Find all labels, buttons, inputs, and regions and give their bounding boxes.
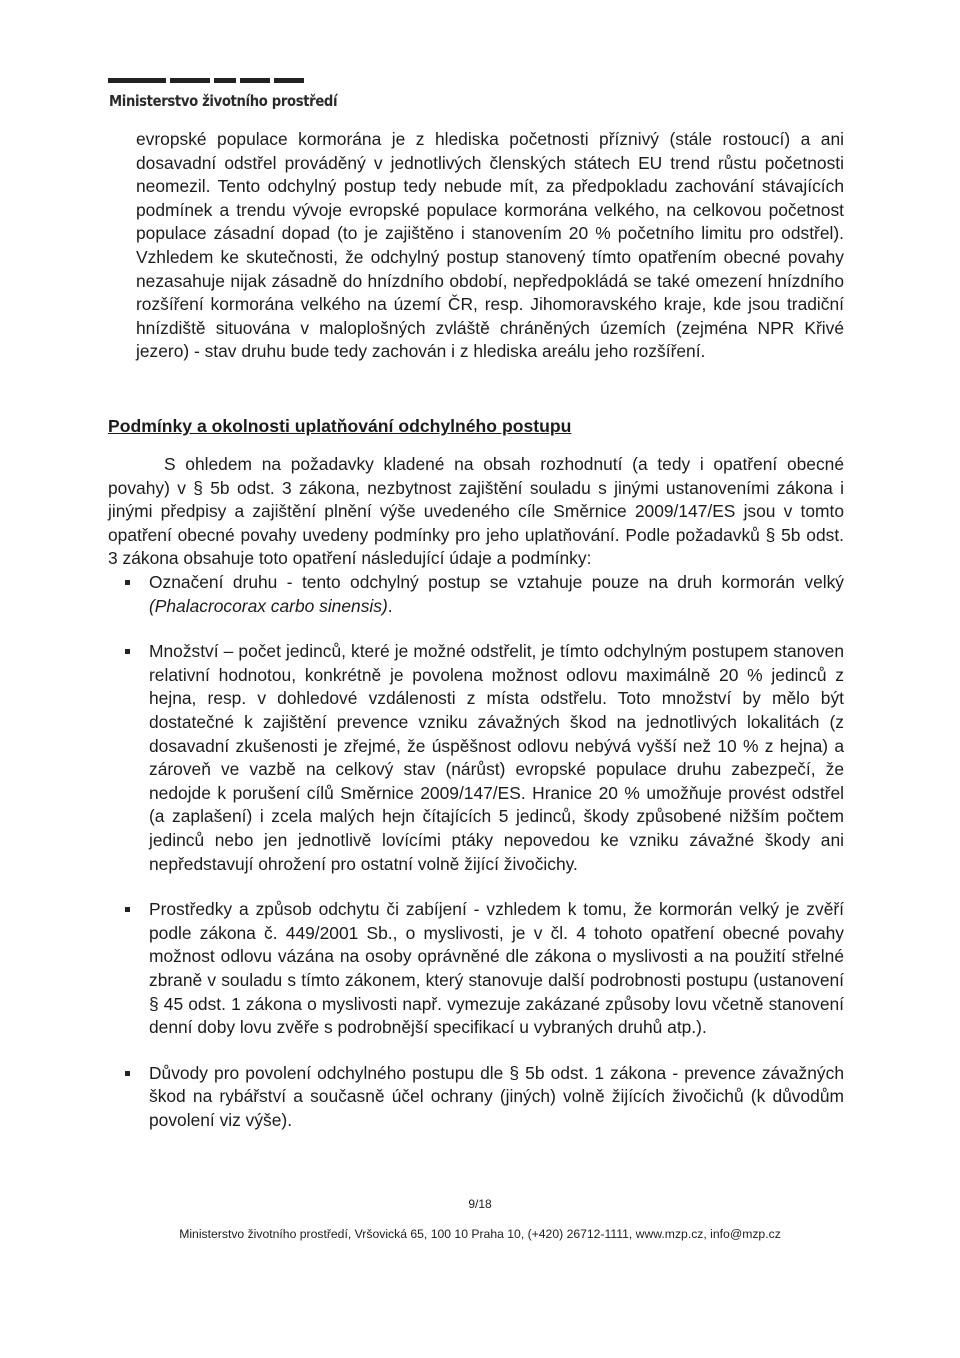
footer-contact: Ministerstvo životního prostředí, Vršovická 65, 100 10 Praha 10, (+420) 26712-1111, www.mzp.cz, info@mzp.cz [179,1227,781,1241]
paragraph-2 [108,453,844,571]
list-item-end: . [387,595,393,616]
page-number: 9/18 [468,1197,492,1211]
list-item-text: Prostředky a způsob odchytu či zabíjení - vzhledem k tomu, že kormorán velký je zvěří podle zákona č. 449/2001 Sb., o myslivosti, je v čl. 4 tohoto opatření obecné povahy možnost odlovu vázána na osoby oprávněné dle zákona o myslivosti a na použití střelné zbraně v souladu s tímto zákonem, který stanovuje další podrobnosti postupu (ustanovení § 45 odst. 1 zákona o myslivosti např. vymezuje zakázané způsoby lovu včetně stanovení denní doby lovu zvěře s podrobnější specifikací u vybraných druhů atp.). [149,899,844,1038]
list-item [124,571,844,618]
list-item [124,1062,844,1133]
species-latin-name: (Phalacrocorax carbo sinensis) [149,595,388,616]
bullet-icon [125,649,130,654]
list-item [124,640,844,876]
bullet-icon [125,1071,130,1076]
section-heading: Podmínky a okolnosti uplatňování odchylného postupu [108,416,572,436]
paragraph-1-text: evropské populace kormorána je z hlediska početnosti příznivý (stále rostoucí) a ani dosavadní odstřel prováděný v jednotlivých členských státech EU trend růstu početnosti neomezil. Tento odchylný postup tedy nebude mít, za předpokladu zachování stávajících podmínek a trendu vývoje evropské populace kormorána velkého, na celkovou početnost populace zásadní dopad (to je zajištěno i stanovením 20 % početního limitu pro odstřel). Vzhledem ke skutečnosti, že odchylný postup stanovený tímto opatřením obecné povahy nezasahuje nijak zásadně do hnízdního období, nepředpokládá se také omezení hnízdního rozšíření kormorána velkého na území ČR, resp. Jihomoravského kraje, kde jsou tradiční hnízdiště situována v maloplošných zvláště chráněných územích (zejména NPR Křivé jezero) - stav druhu bude tedy zachován i z hlediska areálu jeho rozšíření. [136,129,844,362]
bullet-icon [125,580,130,585]
list-item-text: Důvody pro povolení odchylného postupu dle § 5b odst. 1 zákona - prevence závažných škod na rybářství a současně účel ochrany (jiných) volně žijících živočichů (k důvodům povolení viz výše). [149,1062,844,1130]
paragraph-1 [136,128,844,364]
conditions-list [124,571,844,1154]
bullet-icon [125,907,130,912]
header-logo-bars [108,78,304,84]
paragraph-2-text: S ohledem na požadavky kladené na obsah rozhodnutí (a tedy i opatření obecné povahy) v § 5b odst. 3 zákona, nezbytnost zajištění souladu s jinými ustanoveními zákona i jinými předpisy a zajištění plnění výše uvedeného cíle Směrnice 2009/147/ES jsou v tomto opatření obecné povahy uvedeny podmínky pro jeho uplatňování. Podle požadavků § 5b odst. 3 zákona obsahuje toto opatření následující údaje a podmínky: [108,454,844,569]
list-item [124,898,844,1040]
list-item-text: Označení druhu - tento odchylný postup se vztahuje pouze na druh kormorán velký [149,572,844,592]
header-title: Ministerstvo životního prostředí [109,92,338,110]
list-item-text: Množství – počet jedinců, které je možné odstřelit, je tímto odchylným postupem stanoven relativní hodnotou, konkrétně je povolena možnost odlovu maximálně 20 % jedinců z hejna, resp. v dohledové vzdálenosti z místa odstřelu. Toto množství by mělo být dostatečné k zajištění prevence vzniku závažných škod na jednotlivých lokalitách (z dosavadní zkušenosti je zřejmé, že úspěšnost odlovu nebývá vyšší než 10 % z hejna) a zároveň ve vazbě na celkový stav (nárůst) evropské populace druhu zabezpečí, že nedojde k porušení cílů Směrnice 2009/147/ES. Hranice 20 % umožňuje provést odstřel (a zaplašení) i zcela malých hejn čítajících 5 jedinců, škody způsobené nižším počtem jedinců nebo jen jednotlivě lovícími ptáky nepovedou ke vzniku závažné škody ani nepředstavují ohrožení pro ostatní volně žijící živočichy. [149,641,844,874]
